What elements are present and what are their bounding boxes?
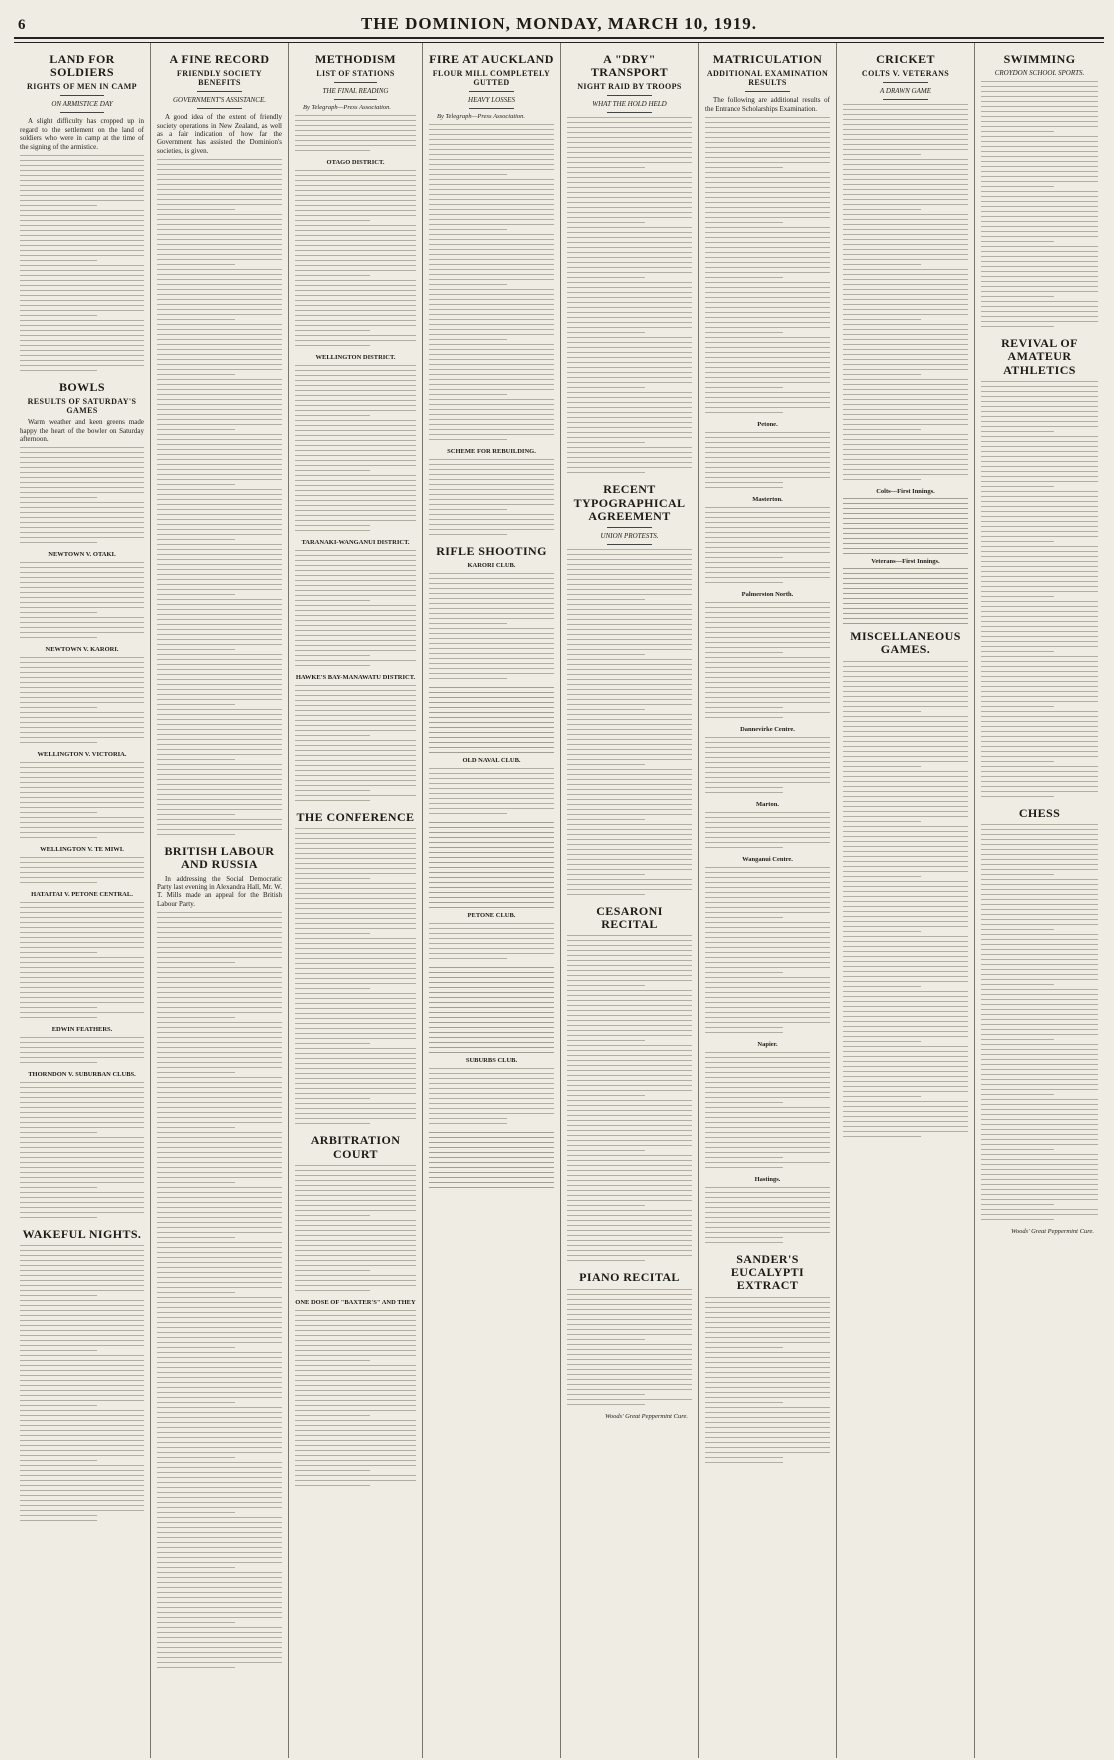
table-row [429, 1142, 554, 1143]
table-row [429, 832, 554, 833]
section-heading: WELLINGTON V. TE MIWI. [40, 846, 124, 854]
divider [607, 544, 652, 545]
headline: BRITISH LABOUR AND RUSSIA [164, 844, 275, 872]
table-row [429, 1182, 554, 1183]
headline: CESARONI RECITAL [596, 903, 663, 932]
text-block [705, 117, 830, 417]
subheadline: FRIENDLY SOCIETY BENEFITS [176, 69, 263, 88]
table-row [429, 967, 554, 968]
text-block [20, 902, 144, 1022]
section-heading: PETONE CLUB. [467, 912, 516, 920]
column-c7 [837, 43, 975, 1758]
subheadline: COLTS V. VETERANS [861, 69, 950, 79]
text-block [429, 1068, 554, 1128]
table-row [429, 1157, 554, 1158]
divider [197, 91, 242, 92]
text-block [429, 573, 554, 683]
text-block [429, 459, 554, 539]
table-row [843, 523, 968, 524]
table-row [429, 692, 554, 693]
subheadline: LIST OF STATIONS [316, 69, 395, 79]
section-heading: TARANAKI-WANGANUI DISTRICT. [301, 539, 410, 547]
table-row [429, 877, 554, 878]
subheadline: ADDITIONAL EXAMINATION RESULTS [706, 69, 829, 88]
text-block [20, 1245, 144, 1525]
text-block [705, 602, 830, 722]
table-row [429, 1167, 554, 1168]
text-block [20, 562, 144, 642]
subheadline: NIGHT RAID BY TROOPS [577, 82, 682, 92]
text-block [157, 159, 282, 839]
section-heading: WELLINGTON DISTRICT. [315, 354, 396, 362]
text-block [295, 170, 416, 350]
table-row [843, 613, 968, 614]
subheading-italic: THE FINAL READING [322, 87, 389, 96]
byline: By Telegraph—Press Association. [437, 113, 526, 121]
headline: MISCELLANEOUS GAMES. [850, 629, 961, 657]
table-row [429, 1047, 554, 1048]
table-row [429, 1147, 554, 1148]
table-row [429, 982, 554, 983]
table-row [429, 977, 554, 978]
table-row [429, 822, 554, 823]
headline: WAKEFUL NIGHTS. [22, 1227, 142, 1242]
table-row [843, 503, 968, 504]
headline: METHODISM [315, 52, 396, 66]
subheading-italic: WHAT THE HOLD HELD [592, 100, 667, 109]
table-row [843, 548, 968, 549]
section-heading: THORNDON V. SUBURBAN CLUBS. [28, 1071, 136, 1079]
divider [883, 99, 928, 100]
section-heading: Petone. [757, 420, 778, 428]
table-row [429, 907, 554, 908]
text-block [705, 737, 830, 797]
table-row [429, 707, 554, 708]
table-row [843, 608, 968, 609]
divider [60, 112, 105, 113]
text-block [295, 685, 416, 805]
section-heading: Colts—First Innings. [876, 488, 935, 496]
divider [334, 99, 378, 100]
headline: A FINE RECORD [169, 52, 270, 66]
section-heading: NEWTOWN V. OTAKI. [48, 551, 116, 559]
subheading-italic: ON ARMISTICE DAY [51, 100, 113, 109]
table-row [429, 847, 554, 848]
paragraph: In addressing the Social Democratic Party last evening in Alexandra Hall, Mr. W. T. Mills made an appeal for the British Labour Party. [157, 874, 282, 908]
subheading-italic: GOVERNMENT'S ASSISTANCE. [172, 96, 267, 105]
table-row [429, 722, 554, 723]
column-c4 [423, 43, 561, 1758]
divider [334, 82, 378, 83]
headline: LAND FOR SOLDIERS [49, 52, 115, 80]
table-row [843, 528, 968, 529]
section-heading: HAWKE'S BAY-MANAWATU DISTRICT. [295, 674, 416, 682]
section-heading: OLD NAVAL CLUB. [462, 757, 521, 765]
table-row [843, 623, 968, 624]
table-row [843, 553, 968, 554]
table-row [843, 593, 968, 594]
masthead [14, 8, 1104, 39]
table-row [843, 583, 968, 584]
divider [607, 112, 652, 113]
text-block [295, 1165, 416, 1295]
divider [607, 95, 652, 96]
text-block [20, 155, 144, 375]
signature-line: Woods' Great Peppermint Cure. [1011, 1227, 1094, 1235]
headline: BOWLS [58, 379, 105, 394]
table-row [843, 513, 968, 514]
text-block [705, 867, 830, 1037]
text-block [981, 381, 1098, 801]
section-heading: Masterton. [752, 495, 783, 503]
signature-line: Woods' Great Peppermint Cure. [605, 1412, 688, 1420]
text-block [843, 104, 968, 484]
table-row [429, 1187, 554, 1188]
score-table [429, 687, 554, 753]
table-row [429, 872, 554, 873]
headline: FIRE AT AUCKLAND [429, 52, 554, 66]
table-row [429, 737, 554, 738]
table-row [843, 508, 968, 509]
divider [197, 108, 242, 109]
text-block [705, 1187, 830, 1247]
text-block [20, 1082, 144, 1222]
column-c6 [699, 43, 837, 1758]
table-row [429, 887, 554, 888]
table-row [429, 687, 554, 688]
score-table [429, 1132, 554, 1188]
section-heading: SUBURBS CLUB. [465, 1057, 518, 1065]
table-row [429, 852, 554, 853]
headline: PIANO RECITAL [579, 1270, 680, 1285]
table-row [429, 1172, 554, 1173]
table-row [429, 732, 554, 733]
text-block [295, 828, 416, 1128]
section-heading: Wanganui Centre. [742, 855, 793, 863]
divider [883, 82, 928, 83]
section-heading: NEWTOWN V. KARORI. [45, 646, 119, 654]
text-block [429, 768, 554, 818]
table-row [843, 573, 968, 574]
columns-container [14, 43, 1104, 1758]
table-row [429, 902, 554, 903]
divider [469, 91, 514, 92]
table-row [429, 1162, 554, 1163]
table-row [429, 742, 554, 743]
headline: CHESS [1018, 805, 1061, 820]
section-heading: Napier. [757, 1040, 778, 1048]
table-row [843, 533, 968, 534]
table-row [429, 1022, 554, 1023]
table-row [429, 1042, 554, 1043]
table-row [843, 538, 968, 539]
subheading-italic: UNION PROTESTS. [600, 531, 659, 540]
text-block [295, 1310, 416, 1490]
table-row [429, 842, 554, 843]
column-c8 [975, 43, 1104, 1758]
subheading-italic: CROYDON SCHOOL SPORTS. [994, 69, 1085, 78]
headline: RECENT TYPOGRAPHICAL AGREEMENT [573, 482, 686, 523]
divider [60, 95, 105, 96]
table-row [843, 518, 968, 519]
table-row [429, 727, 554, 728]
headline: ARBITRATION COURT [310, 1133, 401, 1161]
text-block [295, 115, 416, 155]
subheadline: FLOUR MILL COMPLETELY GUTTED [432, 69, 551, 88]
section-heading: SCHEME FOR REBUILDING. [447, 448, 536, 456]
page-number: 6 [18, 17, 26, 33]
table-row [429, 752, 554, 753]
column-c1 [14, 43, 151, 1758]
text-block [981, 824, 1098, 1224]
section-heading: Marton. [756, 800, 779, 808]
table-row [429, 747, 554, 748]
headline: RIFLE SHOOTING [436, 544, 547, 559]
subheading-italic: HEAVY LOSSES [468, 96, 515, 105]
score-table [429, 967, 554, 1053]
table-row [429, 882, 554, 883]
subheading-italic: A DRAWN GAME [880, 87, 931, 96]
divider [607, 527, 652, 528]
section-heading: Palmerston North. [741, 590, 794, 598]
section-heading: WELLINGTON V. VICTORIA. [37, 751, 127, 759]
text-block [20, 657, 144, 747]
table-row [429, 1132, 554, 1133]
table-row [843, 588, 968, 589]
table-row [429, 837, 554, 838]
table-row [429, 702, 554, 703]
section-heading: Hastings. [754, 1175, 781, 1183]
table-row [843, 598, 968, 599]
section-heading: HATAITAI V. PETONE CENTRAL. [31, 891, 133, 899]
headline: A "DRY" TRANSPORT [590, 52, 669, 80]
table-row [843, 618, 968, 619]
text-block [295, 365, 416, 535]
table-row [429, 862, 554, 863]
text-block [567, 935, 692, 1265]
headline: THE CONFERENCE [296, 810, 415, 825]
table-row [429, 1032, 554, 1033]
table-row [429, 1027, 554, 1028]
text-block [20, 857, 144, 887]
table-row [429, 712, 554, 713]
section-heading: OTAGO DISTRICT. [326, 159, 385, 167]
paragraph: The following are additional results of the Entrance Scholarships Examination. [705, 96, 830, 113]
table-row [429, 1137, 554, 1138]
text-block [705, 507, 830, 587]
table-row [429, 827, 554, 828]
text-block [705, 432, 830, 492]
page-title: THE DOMINION, MONDAY, MARCH 10, 1919. [360, 14, 758, 33]
table-row [429, 1002, 554, 1003]
text-block [295, 550, 416, 670]
text-block [20, 447, 144, 547]
text-block [705, 1297, 830, 1467]
text-block [429, 923, 554, 963]
headline: SANDER'S EUCALYPTI EXTRACT [730, 1251, 805, 1293]
text-block [567, 1289, 692, 1409]
table-row [429, 1152, 554, 1153]
table-row [429, 1037, 554, 1038]
score-table [429, 822, 554, 908]
score-table [843, 568, 968, 624]
paragraph: Warm weather and keen greens made happy the heart of the bowler on Saturday afternoon. [20, 418, 144, 443]
text-block [20, 1037, 144, 1067]
table-row [429, 1007, 554, 1008]
table-row [429, 867, 554, 868]
table-row [429, 1052, 554, 1053]
section-heading: EDWIN FEATHERS. [51, 1026, 113, 1034]
table-row [843, 603, 968, 604]
text-block [429, 124, 554, 444]
score-table [843, 498, 968, 554]
table-row [429, 997, 554, 998]
table-row [429, 857, 554, 858]
table-row [429, 987, 554, 988]
table-row [843, 543, 968, 544]
section-heading: KARORI CLUB. [467, 562, 516, 570]
table-row [429, 1177, 554, 1178]
divider [745, 91, 790, 92]
table-row [843, 498, 968, 499]
table-row [429, 972, 554, 973]
section-heading: Dannevirke Centre. [740, 725, 795, 733]
text-block [567, 117, 692, 477]
text-block [705, 812, 830, 852]
divider [469, 108, 514, 109]
subheadline: RESULTS OF SATURDAY'S GAMES [27, 397, 137, 416]
text-block [705, 1052, 830, 1172]
table-row [843, 578, 968, 579]
text-block [157, 912, 282, 1672]
column-c2 [151, 43, 289, 1758]
byline: By Telegraph—Press Association. [303, 104, 392, 112]
paragraph: A slight difficulty has cropped up in regard to the settlement on the land of soldiers who were in camp at the time of the signing of the armistice. [20, 117, 144, 151]
text-block [567, 549, 692, 899]
table-row [429, 892, 554, 893]
subheadline: RIGHTS OF MEN IN CAMP [27, 82, 137, 92]
table-row [429, 897, 554, 898]
text-block [20, 762, 144, 842]
table-row [843, 568, 968, 569]
column-c5 [561, 43, 699, 1758]
paragraph: A good idea of the extent of friendly society operations in New Zealand, as well as a fair indication of how far the Government has assisted the Dominion's societies, is given. [157, 113, 282, 155]
table-row [429, 992, 554, 993]
headline: SWIMMING [1003, 52, 1076, 66]
headline: REVIVAL OF AMATEUR ATHLETICS [1001, 336, 1078, 377]
text-block [843, 661, 968, 1141]
section-heading: Veterans—First Innings. [871, 558, 940, 566]
table-row [429, 1012, 554, 1013]
column-c3 [289, 43, 423, 1758]
headline: MATRICULATION [712, 52, 823, 66]
table-row [429, 697, 554, 698]
text-block [981, 81, 1098, 331]
section-heading: ONE DOSE OF "BAXTER'S" AND THEY [295, 1298, 416, 1306]
headline: CRICKET [876, 52, 935, 66]
table-row [429, 1017, 554, 1018]
table-row [429, 717, 554, 718]
